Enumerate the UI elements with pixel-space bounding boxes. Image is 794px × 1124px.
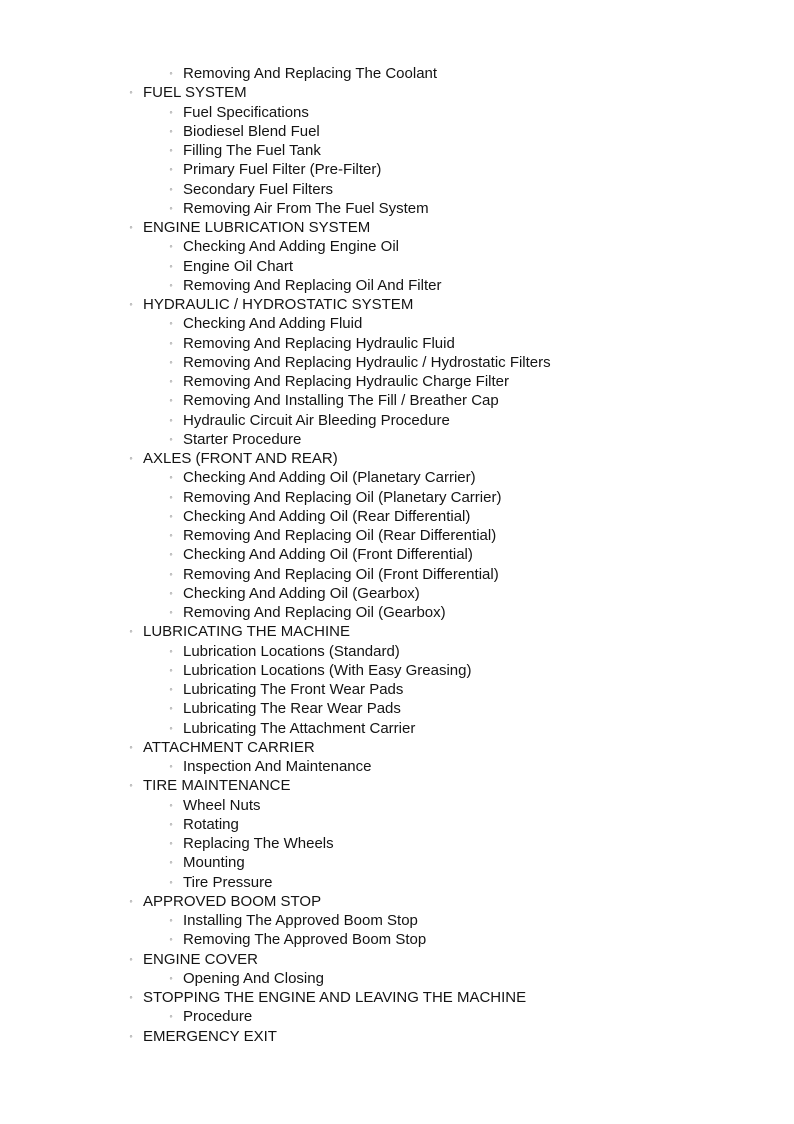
bullet-icon: ◦	[169, 607, 173, 617]
bullet-icon: ◦	[169, 472, 173, 483]
subsection-item	[0, 661, 794, 680]
bullet-icon: ◦	[169, 510, 173, 521]
subsection-label: Primary Fuel Filter (Pre-Filter)	[183, 161, 382, 179]
subsection-label: Installing The Approved Boom Stop	[183, 912, 418, 929]
subsection-item	[0, 160, 794, 179]
bullet-icon: ◦	[169, 318, 173, 329]
bullet-icon: ◦	[129, 895, 133, 906]
bullet-icon: ◦	[169, 568, 173, 579]
subsection-item	[0, 353, 794, 372]
bullet-icon: ◦	[169, 761, 173, 771]
subsection-item	[0, 468, 794, 487]
bullet-icon: ◦	[129, 741, 133, 752]
subsection-item	[0, 526, 794, 545]
bullet-icon: ◦	[169, 664, 173, 675]
bullet-icon: ◦	[169, 279, 173, 290]
section-title: ENGINE COVER	[143, 950, 259, 968]
bullet-icon: ◦	[129, 992, 133, 1002]
subsection-label: Removing And Replacing Hydraulic Fluid	[183, 334, 455, 352]
subsection-label: Removing The Approved Boom Stop	[183, 931, 427, 949]
section-item	[0, 295, 794, 314]
subsection-label: Removing And Replacing Oil (Front Differential)	[183, 565, 499, 583]
subsection-label: Rotating	[183, 815, 239, 833]
bullet-icon: ◦	[169, 68, 173, 78]
subsection-label: Hydraulic Circuit Air Bleeding Procedure	[183, 411, 450, 429]
section-title: LUBRICATING THE MACHINE	[143, 623, 350, 641]
bullet-icon: ◦	[169, 433, 173, 444]
subsection-label: Fuel Specifications	[183, 103, 309, 121]
subsection-label: Wheel Nuts	[183, 796, 261, 814]
section-title: AXLES (FRONT AND REAR)	[143, 450, 338, 467]
bullet-icon: ◦	[169, 1011, 173, 1022]
bullet-icon: ◦	[169, 645, 173, 656]
bullet-icon: ◦	[129, 87, 133, 98]
subsection-label: Mounting	[183, 854, 245, 872]
subsection-item	[0, 584, 794, 603]
bullet-icon: ◦	[169, 376, 173, 386]
subsection-label: Checking And Adding Oil (Gearbox)	[183, 584, 420, 602]
subsection-item	[0, 430, 794, 449]
section-item	[0, 776, 794, 795]
subsection-item	[0, 796, 794, 815]
subsection-label: Replacing The Wheels	[183, 835, 334, 852]
subsection-item	[0, 930, 794, 949]
subsection-label: Removing And Replacing Oil (Gearbox)	[183, 604, 446, 621]
bullet-icon: ◦	[129, 222, 133, 232]
subsection-item	[0, 199, 794, 218]
subsection-label: Removing And Replacing Oil (Planetary Carrier)	[183, 488, 502, 506]
subsection-item	[0, 545, 794, 564]
bullet-icon: ◦	[169, 818, 173, 829]
subsection-item	[0, 680, 794, 699]
bullet-icon: ◦	[169, 549, 173, 560]
subsection-label: Starter Procedure	[183, 430, 302, 448]
subsection-item	[0, 257, 794, 276]
bullet-icon: ◦	[169, 799, 173, 810]
bullet-icon: ◦	[169, 356, 173, 367]
subsection-item	[0, 237, 794, 256]
subsection-item	[0, 911, 794, 930]
section-title: ATTACHMENT CARRIER	[143, 738, 315, 756]
subsection-item	[0, 372, 794, 391]
section-item	[0, 892, 794, 911]
bullet-icon: ◦	[169, 972, 173, 983]
section-item	[0, 738, 794, 757]
section-item	[0, 83, 794, 102]
subsection-item	[0, 507, 794, 526]
subsection-label: Secondary Fuel Filters	[183, 180, 334, 198]
subsection-label: Inspection And Maintenance	[183, 758, 372, 775]
subsection-label: Lubrication Locations (Standard)	[183, 642, 400, 660]
subsection-item	[0, 141, 794, 160]
subsection-label: Lubricating The Front Wear Pads	[183, 681, 404, 698]
bullet-icon: ◦	[129, 780, 133, 791]
subsection-item	[0, 699, 794, 718]
bullet-icon: ◦	[169, 684, 173, 694]
bullet-icon: ◦	[129, 626, 133, 637]
subsection-item	[0, 334, 794, 353]
section-title: HYDRAULIC / HYDROSTATIC SYSTEM	[143, 296, 414, 313]
subsection-label: Removing Air From The Fuel System	[183, 199, 429, 217]
bullet-icon: ◦	[129, 1030, 133, 1041]
bullet-icon: ◦	[169, 125, 173, 136]
subsection-label: Opening And Closing	[183, 969, 324, 987]
bullet-icon: ◦	[169, 491, 173, 502]
section-item	[0, 449, 794, 468]
section-item	[0, 622, 794, 641]
section-title: EMERGENCY EXIT	[143, 1027, 277, 1045]
subsection-label: Lubricating The Attachment Carrier	[183, 719, 416, 737]
section-title: TIRE MAINTENANCE	[143, 777, 291, 795]
subsection-item	[0, 873, 794, 892]
subsection-item	[0, 853, 794, 872]
subsection-label: Removing And Installing The Fill / Breather Cap	[183, 392, 499, 410]
subsection-label: Engine Oil Chart	[183, 257, 294, 275]
subsection-label: Removing And Replacing Oil And Filter	[183, 276, 442, 294]
bullet-icon: ◦	[169, 145, 173, 155]
subsection-item	[0, 411, 794, 430]
subsection-item	[0, 642, 794, 661]
subsection-item	[0, 276, 794, 295]
section-title: FUEL SYSTEM	[143, 84, 247, 102]
subsection-item	[0, 103, 794, 122]
bullet-icon: ◦	[169, 587, 173, 598]
section-title: ENGINE LUBRICATION SYSTEM	[143, 219, 371, 236]
bullet-icon: ◦	[169, 414, 173, 425]
subsection-label: Removing And Replacing Oil (Rear Differential)	[183, 527, 497, 544]
bullet-icon: ◦	[169, 260, 173, 271]
bullet-icon: ◦	[169, 395, 173, 406]
bullet-icon: ◦	[169, 915, 173, 925]
subsection-label: Removing And Replacing Hydraulic / Hydrostatic Filters	[183, 353, 551, 371]
bullet-icon: ◦	[169, 722, 173, 733]
bullet-icon: ◦	[169, 183, 173, 194]
subsection-item	[0, 488, 794, 507]
subsection-item	[0, 719, 794, 738]
bullet-icon: ◦	[169, 202, 173, 213]
bullet-icon: ◦	[169, 241, 173, 252]
section-item	[0, 950, 794, 969]
subsection-label: Procedure	[183, 1008, 253, 1026]
bullet-icon: ◦	[169, 337, 173, 348]
section-item	[0, 1027, 794, 1046]
subsection-label: Checking And Adding Engine Oil	[183, 238, 399, 256]
subsection-item	[0, 603, 794, 622]
bullet-icon: ◦	[169, 106, 173, 117]
subsection-item	[0, 391, 794, 410]
subsection-label: Checking And Adding Oil (Rear Differential)	[183, 507, 471, 525]
subsection-label: Lubrication Locations (With Easy Greasing)	[183, 661, 472, 679]
subsection-label: Filling The Fuel Tank	[183, 142, 321, 159]
subsection-label: Removing And Replacing The Coolant	[183, 65, 438, 82]
bullet-icon: ◦	[169, 876, 173, 887]
subsection-item	[0, 969, 794, 988]
subsection-item	[0, 1007, 794, 1026]
bullet-icon: ◦	[169, 857, 173, 868]
bullet-icon: ◦	[129, 299, 133, 309]
subsection-item	[0, 757, 794, 776]
subsection-item	[0, 122, 794, 141]
bullet-icon: ◦	[169, 164, 173, 175]
subsection-item	[0, 314, 794, 333]
subsection-item	[0, 834, 794, 853]
section-title: APPROVED BOOM STOP	[143, 892, 322, 910]
bullet-icon: ◦	[129, 453, 133, 463]
subsection-label: Checking And Adding Oil (Planetary Carrier)	[183, 469, 476, 487]
bullet-icon: ◦	[169, 703, 173, 714]
bullet-icon: ◦	[169, 838, 173, 848]
subsection-label: Checking And Adding Fluid	[183, 315, 363, 333]
subsection-item	[0, 64, 794, 83]
subsection-label: Checking And Adding Oil (Front Differential)	[183, 546, 473, 564]
section-item	[0, 218, 794, 237]
subsection-item	[0, 815, 794, 834]
subsection-item	[0, 180, 794, 199]
table-of-contents	[0, 64, 794, 1046]
bullet-icon: ◦	[169, 530, 173, 540]
section-title: STOPPING THE ENGINE AND LEAVING THE MACHINE	[143, 989, 527, 1006]
subsection-label: Tire Pressure	[183, 873, 273, 891]
subsection-label: Biodiesel Blend Fuel	[183, 122, 320, 140]
subsection-label: Removing And Replacing Hydraulic Charge Filter	[183, 373, 509, 390]
subsection-label: Lubricating The Rear Wear Pads	[183, 700, 401, 718]
bullet-icon: ◦	[169, 934, 173, 945]
subsection-item	[0, 565, 794, 584]
bullet-icon: ◦	[129, 953, 133, 964]
section-item	[0, 988, 794, 1007]
